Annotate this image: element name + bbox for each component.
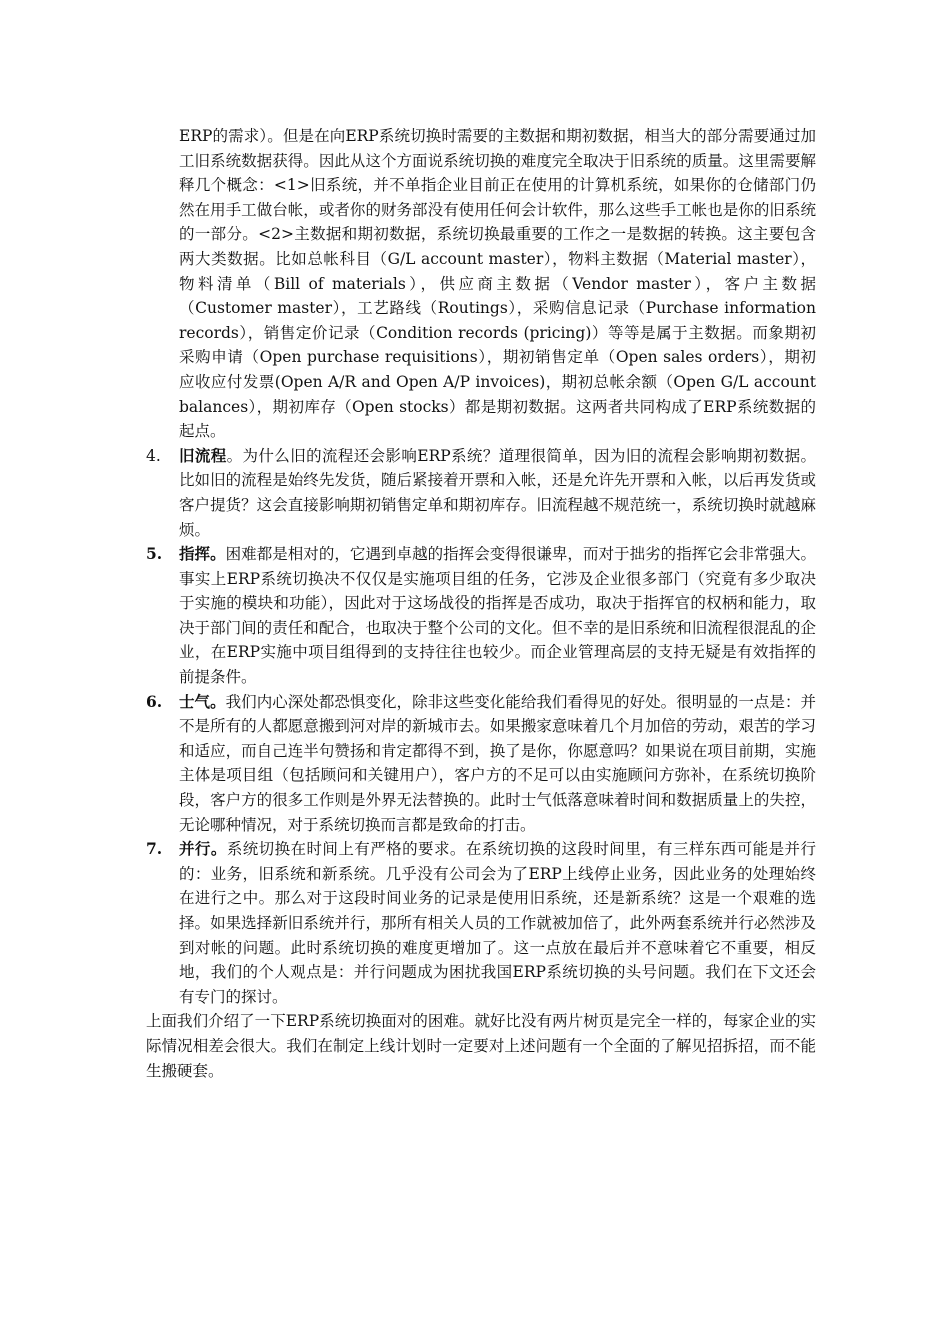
list-item-number: 6. bbox=[146, 691, 163, 711]
list-item-number: 7. bbox=[146, 839, 163, 859]
list-item-text: 系统切换在时间上有严格的要求。在系统切换的这段时间里，有三样东西可能是并行的：业务，旧系统和新系统。几乎没有公司会为了ERP上线停止业务，因此业务的处理始终在进行之中。那么对于这段时间业务的记录是使用旧系统，还是新系统？这是一个艰难的选择。如果选择新旧系统并行，那所有相关人员的工作就被加倍了，此外两套系统并行必然涉及到对帐的问题。此时系统切换的难度更增加了。这一点放在最后并不意味着它不重要，相反地，我们的个人观点是：并行问题成为困扰我国ERP系统切换的头号问题。我们在下文还会有专门的探讨。 bbox=[179, 840, 816, 1006]
list-item-old-process bbox=[146, 444, 816, 542]
list-item-title: 旧流程 bbox=[179, 445, 227, 465]
continuation-paragraph: ERP的需求）。但是在向ERP系统切换时需要的主数据和期初数据，相当大的部分需要通过加工旧系统数据获得。因此从这个方面说系统切换的难度完全取决于旧系统的质量。这里需要解释几个概念：<1>旧系统，并不单指企业目前正在使用的计算机系统，如果你的仓储部门仍然在用手工做台帐，或者你的财务部没有使用任何会计软件，那么这些手工帐也是你的旧系统的一部分。<2>主数据和期初数据，系统切换最重要的工作之一是数据的转换。这主要包含两大类数据。比如总帐科目（G/L account master），物料主数据（Material master），物料清单（Bill of materials），供应商主数据（Vendor master），客户主数据（Customer master），工艺路线（Routings），采购信息记录（Purchase information records），销售定价记录（Condition records (pricing)）等等是属于主数据。而象期初采购申请（Open purchase requisitions），期初销售定单（Open sales orders），期初应收应付发票(Open A/R and Open A/P invoices)，期初总帐余额（Open G/L account balances），期初库存（Open stocks）都是期初数据。这两者共同构成了ERP系统数据的起点。 bbox=[179, 127, 816, 441]
list-item-text: 困难都是相对的，它遇到卓越的指挥会变得很谦卑，而对于拙劣的指挥它会非常强大。事实上ERP系统切换决不仅仅是实施项目组的任务，它涉及企业很多部门（究竟有多少取决于实施的模块和功能），因此对于这场战役的指挥是否成功，取决于指挥官的权柄和能力，取决于部门间的责任和配合，也取决于整个公司的文化。但不幸的是旧系统和旧流程很混乱的企业，在ERP实施中项目组得到的支持往往也较少。而企业管理高层的支持无疑是有效指挥的前提条件。 bbox=[179, 545, 816, 687]
list-item-number: 4. bbox=[146, 446, 161, 465]
list-item-text: 我们内心深处都恐惧变化，除非这些变化能给我们看得见的好处。很明显的一点是：并不是所有的人都愿意搬到河对岸的新城市去。如果搬家意味着几个月加倍的劳动，艰苦的学习和适应，而自己连半句赞扬和肯定都得不到，换了是你，你愿意吗？如果说在项目前期，实施主体是项目组（包括顾问和关键用户），客户方的不足可以由实施顾问方弥补，在系统切换阶段，客户方的很多工作则是外界无法替换的。此时士气低落意味着时间和数据质量上的失控，无论哪种情况，对于系统切换而言都是致命的打击。 bbox=[179, 692, 816, 834]
list-item-body bbox=[179, 444, 816, 542]
list-item-parallel bbox=[146, 837, 816, 1009]
list-item-body bbox=[179, 690, 816, 838]
list-item-command bbox=[146, 542, 816, 690]
closing-paragraph: 上面我们介绍了一下ERP系统切换面对的困难。就好比没有两片树页是完全一样的，每家企业的实际情况相差会很大。我们在制定上线计划时一定要对上述问题有一个全面的了解见招拆招，而不能生搬硬套。 bbox=[146, 1012, 816, 1080]
list-item-text: 。为什么旧的流程还会影响ERP系统？道理很简单，因为旧的流程会影响期初数据。比如旧的流程是始终先发货，随后紧接着开票和入帐，还是允许先开票和入帐，以后再发货或客户提货？这会直接影响期初销售定单和期初库存。旧流程越不规范统一，系统切换时就越麻烦。 bbox=[179, 446, 816, 539]
list-item-number: 5. bbox=[146, 544, 163, 564]
list-item-body bbox=[179, 542, 816, 690]
document-body bbox=[146, 124, 816, 1083]
list-item-morale bbox=[146, 690, 816, 838]
list-item-title: 士气。 bbox=[179, 691, 226, 711]
list-item-title: 指挥。 bbox=[179, 544, 226, 564]
list-item-body bbox=[179, 837, 816, 1009]
list-item-title: 并行。 bbox=[179, 839, 227, 859]
